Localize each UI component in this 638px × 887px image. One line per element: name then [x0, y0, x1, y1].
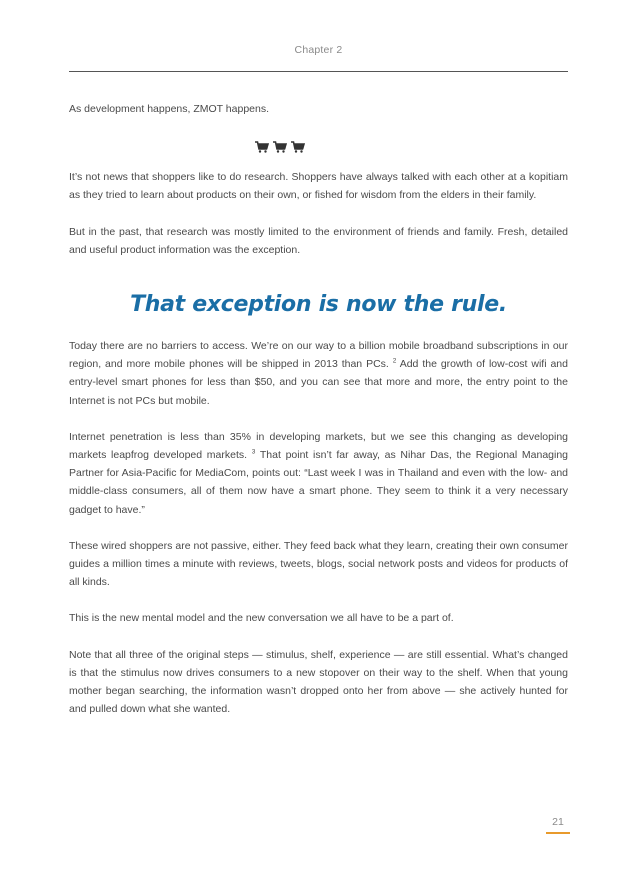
paragraph-mental-model: This is the new mental model and the new conversation we all have to be a part of.: [69, 612, 454, 625]
paragraph-penetration: [69, 428, 568, 519]
page-body: [69, 100, 568, 718]
intro-paragraph: As development happens, ZMOT happens.: [69, 103, 270, 115]
paragraph-access-text: Today there are no barriers to access. We’re on our way to a billion mobile broadband subscriptions in our region, and more mobile phones will be shipped in 2013 than PCs.: [69, 340, 568, 371]
page-number-accent: [546, 832, 570, 834]
paragraph-past: But in the past, that research was mostly limited to the environment of friends and family. Fresh, detailed and useful product information was the exception.: [69, 225, 568, 256]
paragraph-research: It’s not news that shoppers like to do research. Shoppers have always talked with each other at a kopitiam as they tried to learn about products on their own, or fished for wisdom from the elders in their family.: [69, 171, 568, 202]
footnote-ref-3: 3: [251, 448, 256, 456]
footnote-ref-2: 2: [392, 357, 397, 365]
page-number: 21: [552, 816, 564, 828]
paragraph-access-text-cont: Add the growth of low-cost wifi and entry-level smart phones for less than $50, and you can see that more and more, the entry point to the Internet is not PCs but mobile.: [69, 358, 568, 407]
shopping-cart-icon: [273, 141, 287, 153]
pull-quote: That exception is now the rule.: [130, 292, 507, 318]
chapter-header: Chapter 2: [294, 44, 343, 56]
header-divider: [69, 71, 568, 72]
shopping-cart-icon: [255, 141, 269, 153]
paragraph-penetration-text-cont: That point isn’t far away, as Nihar Das, the Regional Managing Partner for Asia-Pacific for MediaCom, points out: “Last week I was in Thailand and even with the low- and middle-class consumers, all of them now have a smart phone. They seem to think it a very necessary gadget to have.”: [69, 449, 569, 516]
paragraph-access: [69, 337, 568, 410]
paragraph-original-steps: Note that all three of the original steps — stimulus, shelf, experience — are still essential. What’s changed is that the stimulus now drives consumers to a new stopover on their way to the shelf. When that young mother began searching, the information wasn’t dropped onto her from above — she actively hunted for and pulled down what she wanted.: [69, 648, 568, 716]
paragraph-wired-shoppers: These wired shoppers are not passive, either. They feed back what they learn, creating their own consumer guides a million times a minute with reviews, tweets, blogs, social network posts and videos for products of all kinds.: [69, 539, 568, 589]
cart-ornament: [69, 138, 568, 160]
paragraph-penetration-text: Internet penetration is less than 35% in developing markets, but we see this changing as developing markets leapfrog developed markets.: [69, 430, 568, 462]
shopping-cart-icon: [291, 141, 305, 153]
